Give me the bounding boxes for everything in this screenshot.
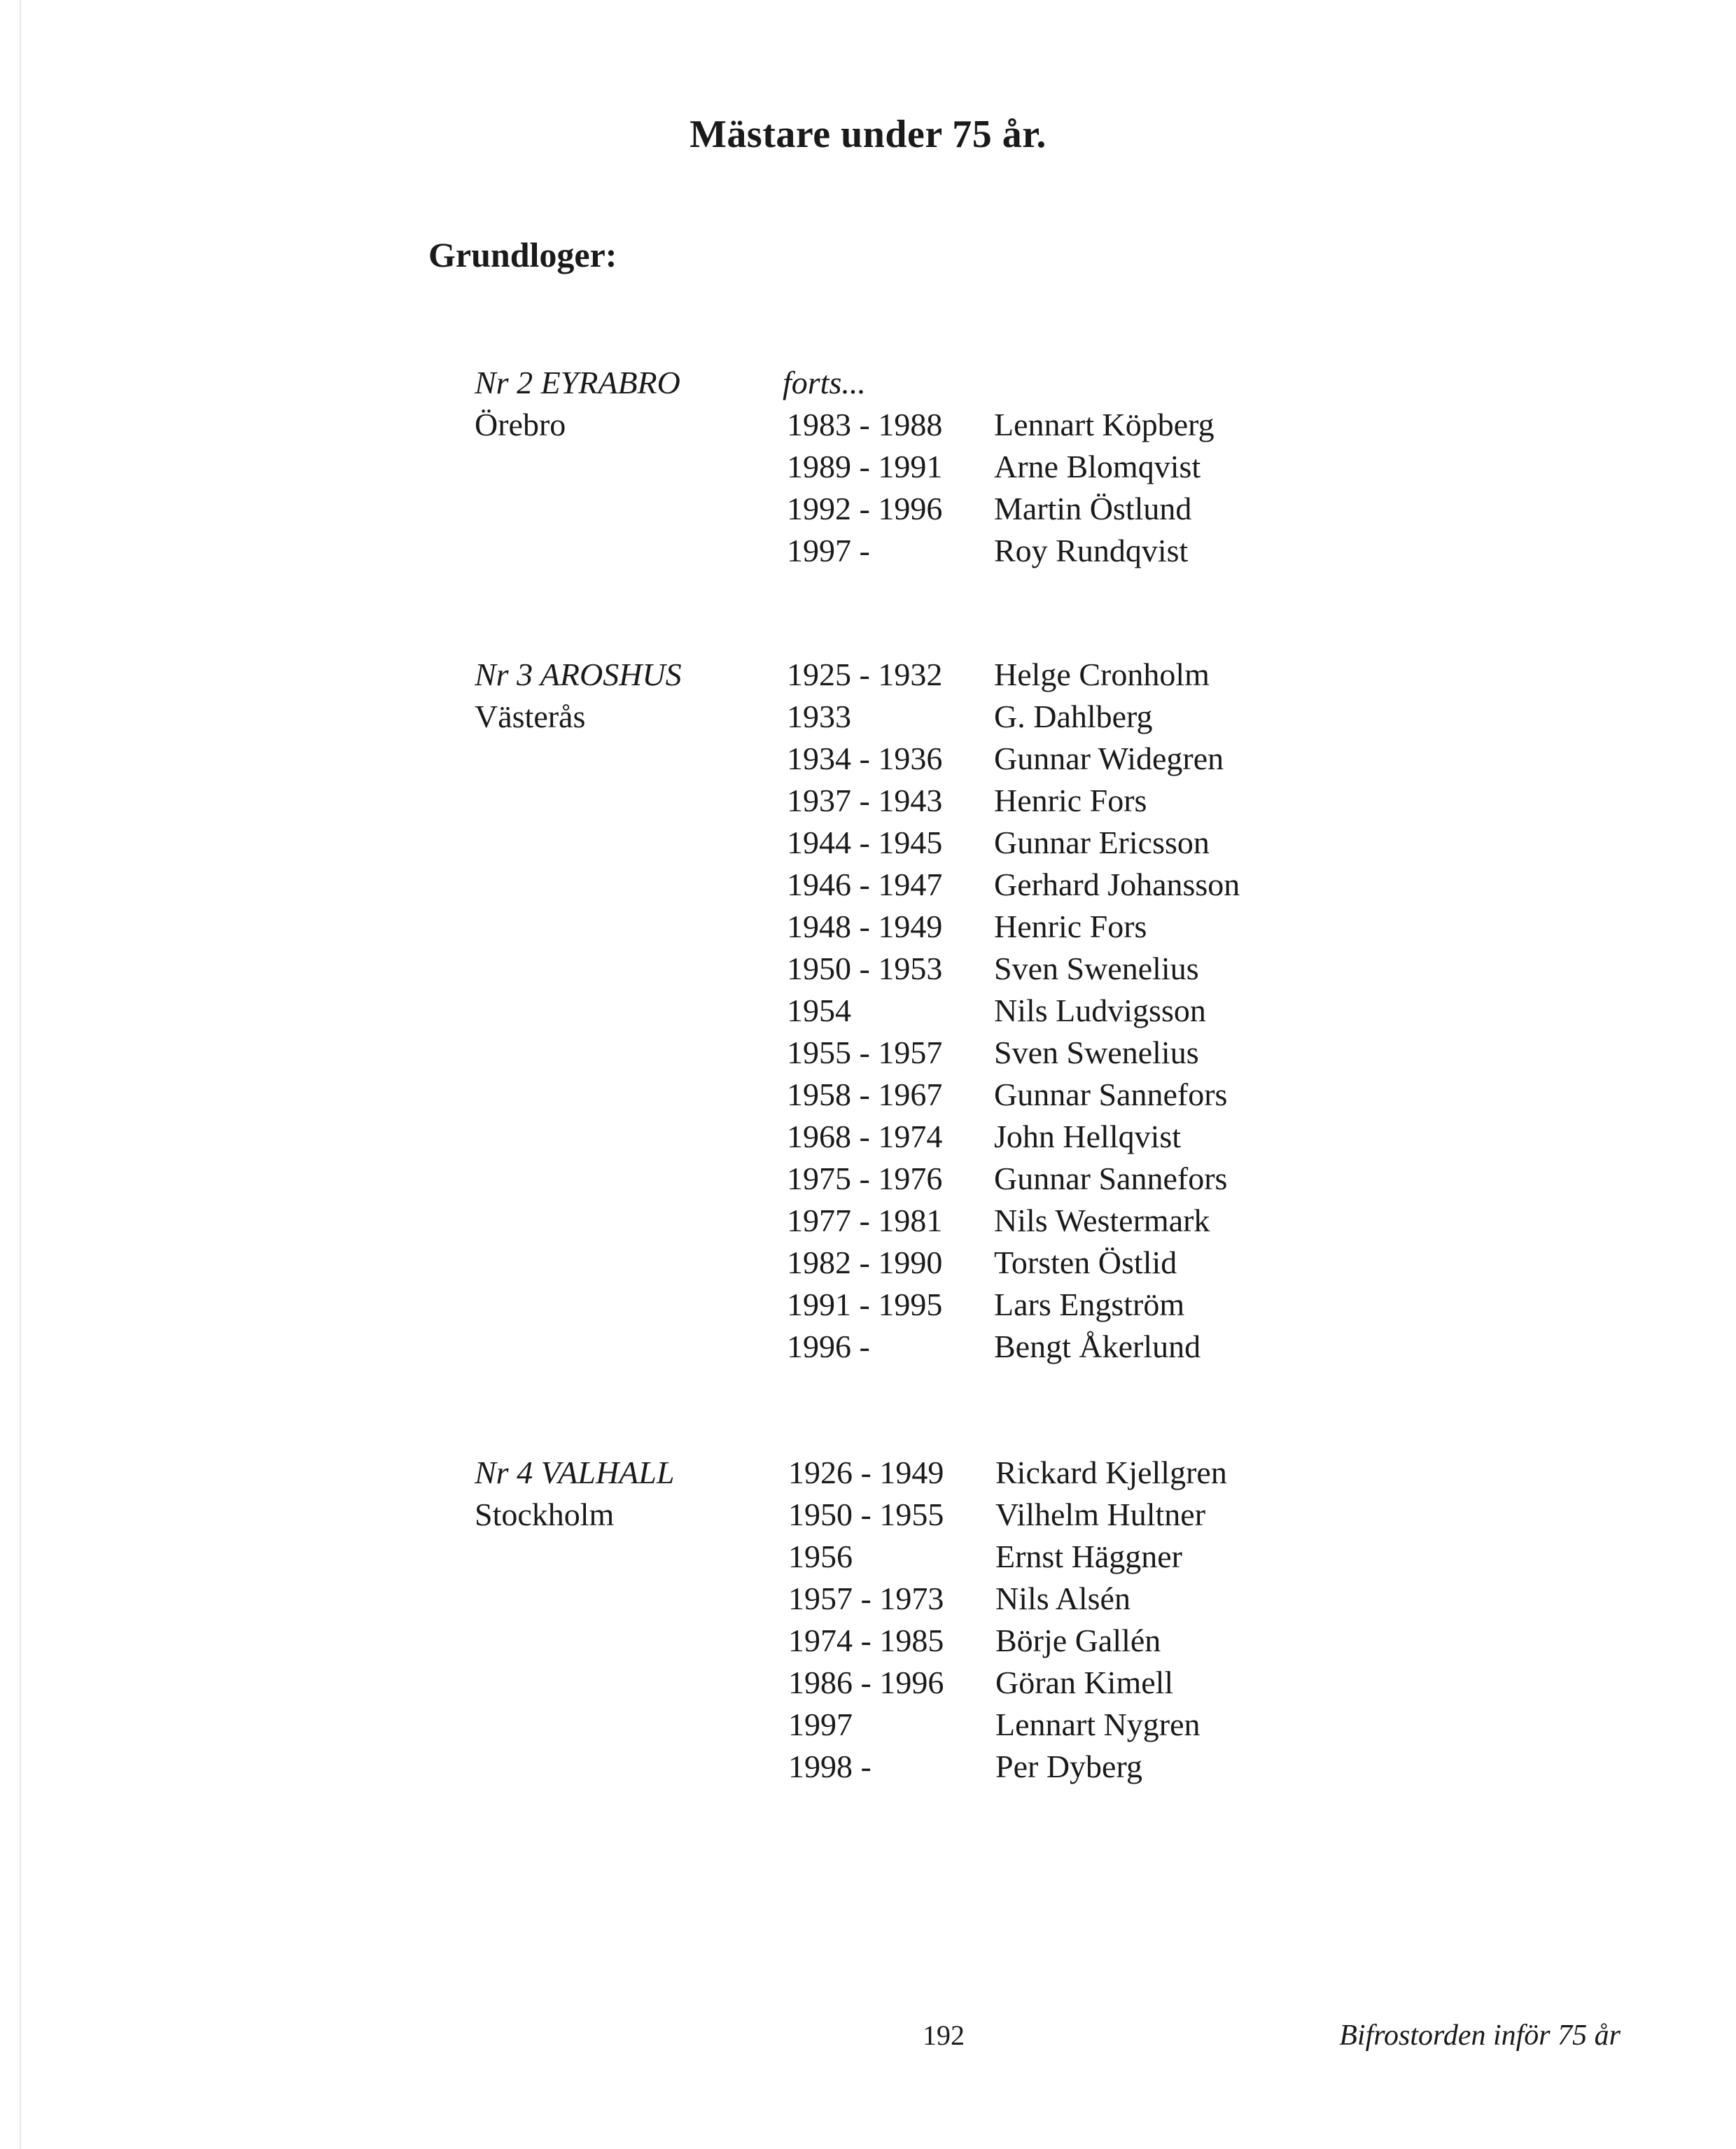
entries-list: [787, 406, 1627, 574]
list-item: [787, 1328, 1627, 1370]
years: 1946 - 1947: [787, 867, 943, 902]
lodge-name: Nr 4 VALHALL: [475, 1455, 675, 1490]
lodge-name: Nr 2 EYRABRO: [475, 365, 680, 400]
continued-label: forts...: [783, 365, 866, 400]
years: 1958 - 1967: [787, 1077, 943, 1112]
list-item: [788, 1454, 1628, 1496]
master-name: Ernst Häggner: [995, 1539, 1182, 1574]
list-item: [787, 532, 1627, 574]
page-edge-line: [20, 0, 21, 2149]
years: 1954: [787, 993, 851, 1028]
master-name: Gerhard Johansson: [994, 867, 1240, 902]
master-name: John Hellqvist: [994, 1119, 1182, 1154]
master-name: Rickard Kjellgren: [995, 1455, 1227, 1490]
list-item: [787, 1202, 1627, 1244]
master-name: Torsten Östlid: [994, 1245, 1177, 1280]
master-name: Lennart Köpberg: [994, 407, 1214, 442]
list-item: [787, 992, 1627, 1034]
list-item: [788, 1664, 1628, 1706]
list-item: [787, 656, 1627, 698]
master-name: Göran Kimell: [995, 1665, 1174, 1700]
years: 1974 - 1985: [788, 1623, 944, 1658]
master-name: Nils Westermark: [994, 1203, 1210, 1238]
master-name: Gunnar Sannefors: [994, 1077, 1228, 1112]
years: 1948 - 1949: [787, 909, 943, 944]
master-name: Sven Swenelius: [994, 951, 1199, 986]
master-name: Gunnar Widegren: [994, 741, 1224, 776]
master-name: Lars Engström: [994, 1287, 1185, 1322]
list-item: [788, 1538, 1628, 1580]
years: 1977 - 1981: [787, 1203, 943, 1238]
master-name: Bengt Åkerlund: [994, 1329, 1201, 1364]
years: 1937 - 1943: [787, 783, 943, 818]
list-item: [787, 866, 1627, 908]
master-name: G. Dahlberg: [994, 699, 1153, 734]
master-name: Martin Östlund: [994, 491, 1192, 526]
list-item: [788, 1496, 1628, 1538]
master-name: Börje Gallén: [995, 1623, 1161, 1658]
entries-list: [788, 1454, 1628, 1790]
list-item: [787, 698, 1627, 740]
master-name: Henric Fors: [994, 783, 1147, 818]
master-name: Vilhelm Hultner: [995, 1497, 1206, 1532]
master-name: Nils Alsén: [995, 1581, 1130, 1616]
years: 1997: [788, 1707, 853, 1742]
years: 1992 - 1996: [787, 491, 943, 526]
years: 1991 - 1995: [787, 1287, 943, 1322]
years: 1989 - 1991: [787, 449, 943, 484]
years: 1944 - 1945: [787, 825, 943, 860]
years: 1983 - 1988: [787, 407, 943, 442]
list-item: [787, 448, 1627, 490]
years: 1998 -: [788, 1749, 872, 1784]
entries-list: [787, 656, 1627, 1370]
book-title: Bifrostorden inför 75 år: [1339, 2019, 1620, 2052]
section-heading: Grundloger:: [428, 235, 617, 274]
years: 1957 - 1973: [788, 1581, 944, 1616]
list-item: [787, 950, 1627, 992]
master-name: Helge Cronholm: [994, 657, 1210, 692]
years: 1975 - 1976: [787, 1161, 943, 1196]
page-number: 192: [923, 2019, 965, 2051]
list-item: [787, 1034, 1627, 1076]
lodge-city: Örebro: [475, 407, 566, 442]
list-item: [788, 1748, 1628, 1790]
master-name: Nils Ludvigsson: [994, 993, 1206, 1028]
years: 1986 - 1996: [788, 1665, 944, 1700]
years: 1956: [788, 1539, 853, 1574]
page-title: Mästare under 75 år.: [690, 113, 1046, 156]
years: 1982 - 1990: [787, 1245, 943, 1280]
list-item: [787, 740, 1627, 782]
list-item: [787, 1160, 1627, 1202]
list-item: [787, 1118, 1627, 1160]
years: 1926 - 1949: [788, 1455, 944, 1490]
years: 1934 - 1936: [787, 741, 943, 776]
master-name: Arne Blomqvist: [994, 449, 1201, 484]
lodge-name: Nr 3 AROSHUS: [475, 657, 682, 692]
master-name: Lennart Nygren: [995, 1707, 1200, 1742]
master-name: Henric Fors: [994, 909, 1147, 944]
years: 1996 -: [787, 1329, 870, 1364]
list-item: [787, 824, 1627, 866]
list-item: [787, 1286, 1627, 1328]
master-name: Per Dyberg: [995, 1749, 1142, 1784]
lodge-city: Västerås: [475, 699, 586, 734]
list-item: [787, 908, 1627, 950]
master-name: Sven Swenelius: [994, 1035, 1199, 1070]
years: 1997 -: [787, 533, 870, 568]
master-name: Gunnar Ericsson: [994, 825, 1210, 860]
list-item: [788, 1622, 1628, 1664]
years: 1925 - 1932: [787, 657, 943, 692]
list-item: [787, 782, 1627, 824]
master-name: Roy Rundqvist: [994, 533, 1189, 568]
list-item: [787, 490, 1627, 532]
years: 1968 - 1974: [787, 1119, 943, 1154]
list-item: [787, 1076, 1627, 1118]
list-item: [787, 1244, 1627, 1286]
years: 1933: [787, 699, 851, 734]
years: 1950 - 1953: [787, 951, 943, 986]
years: 1950 - 1955: [788, 1497, 944, 1532]
list-item: [787, 406, 1627, 448]
list-item: [788, 1580, 1628, 1622]
years: 1955 - 1957: [787, 1035, 943, 1070]
list-item: [788, 1706, 1628, 1748]
lodge-city: Stockholm: [475, 1497, 615, 1532]
master-name: Gunnar Sannefors: [994, 1161, 1228, 1196]
